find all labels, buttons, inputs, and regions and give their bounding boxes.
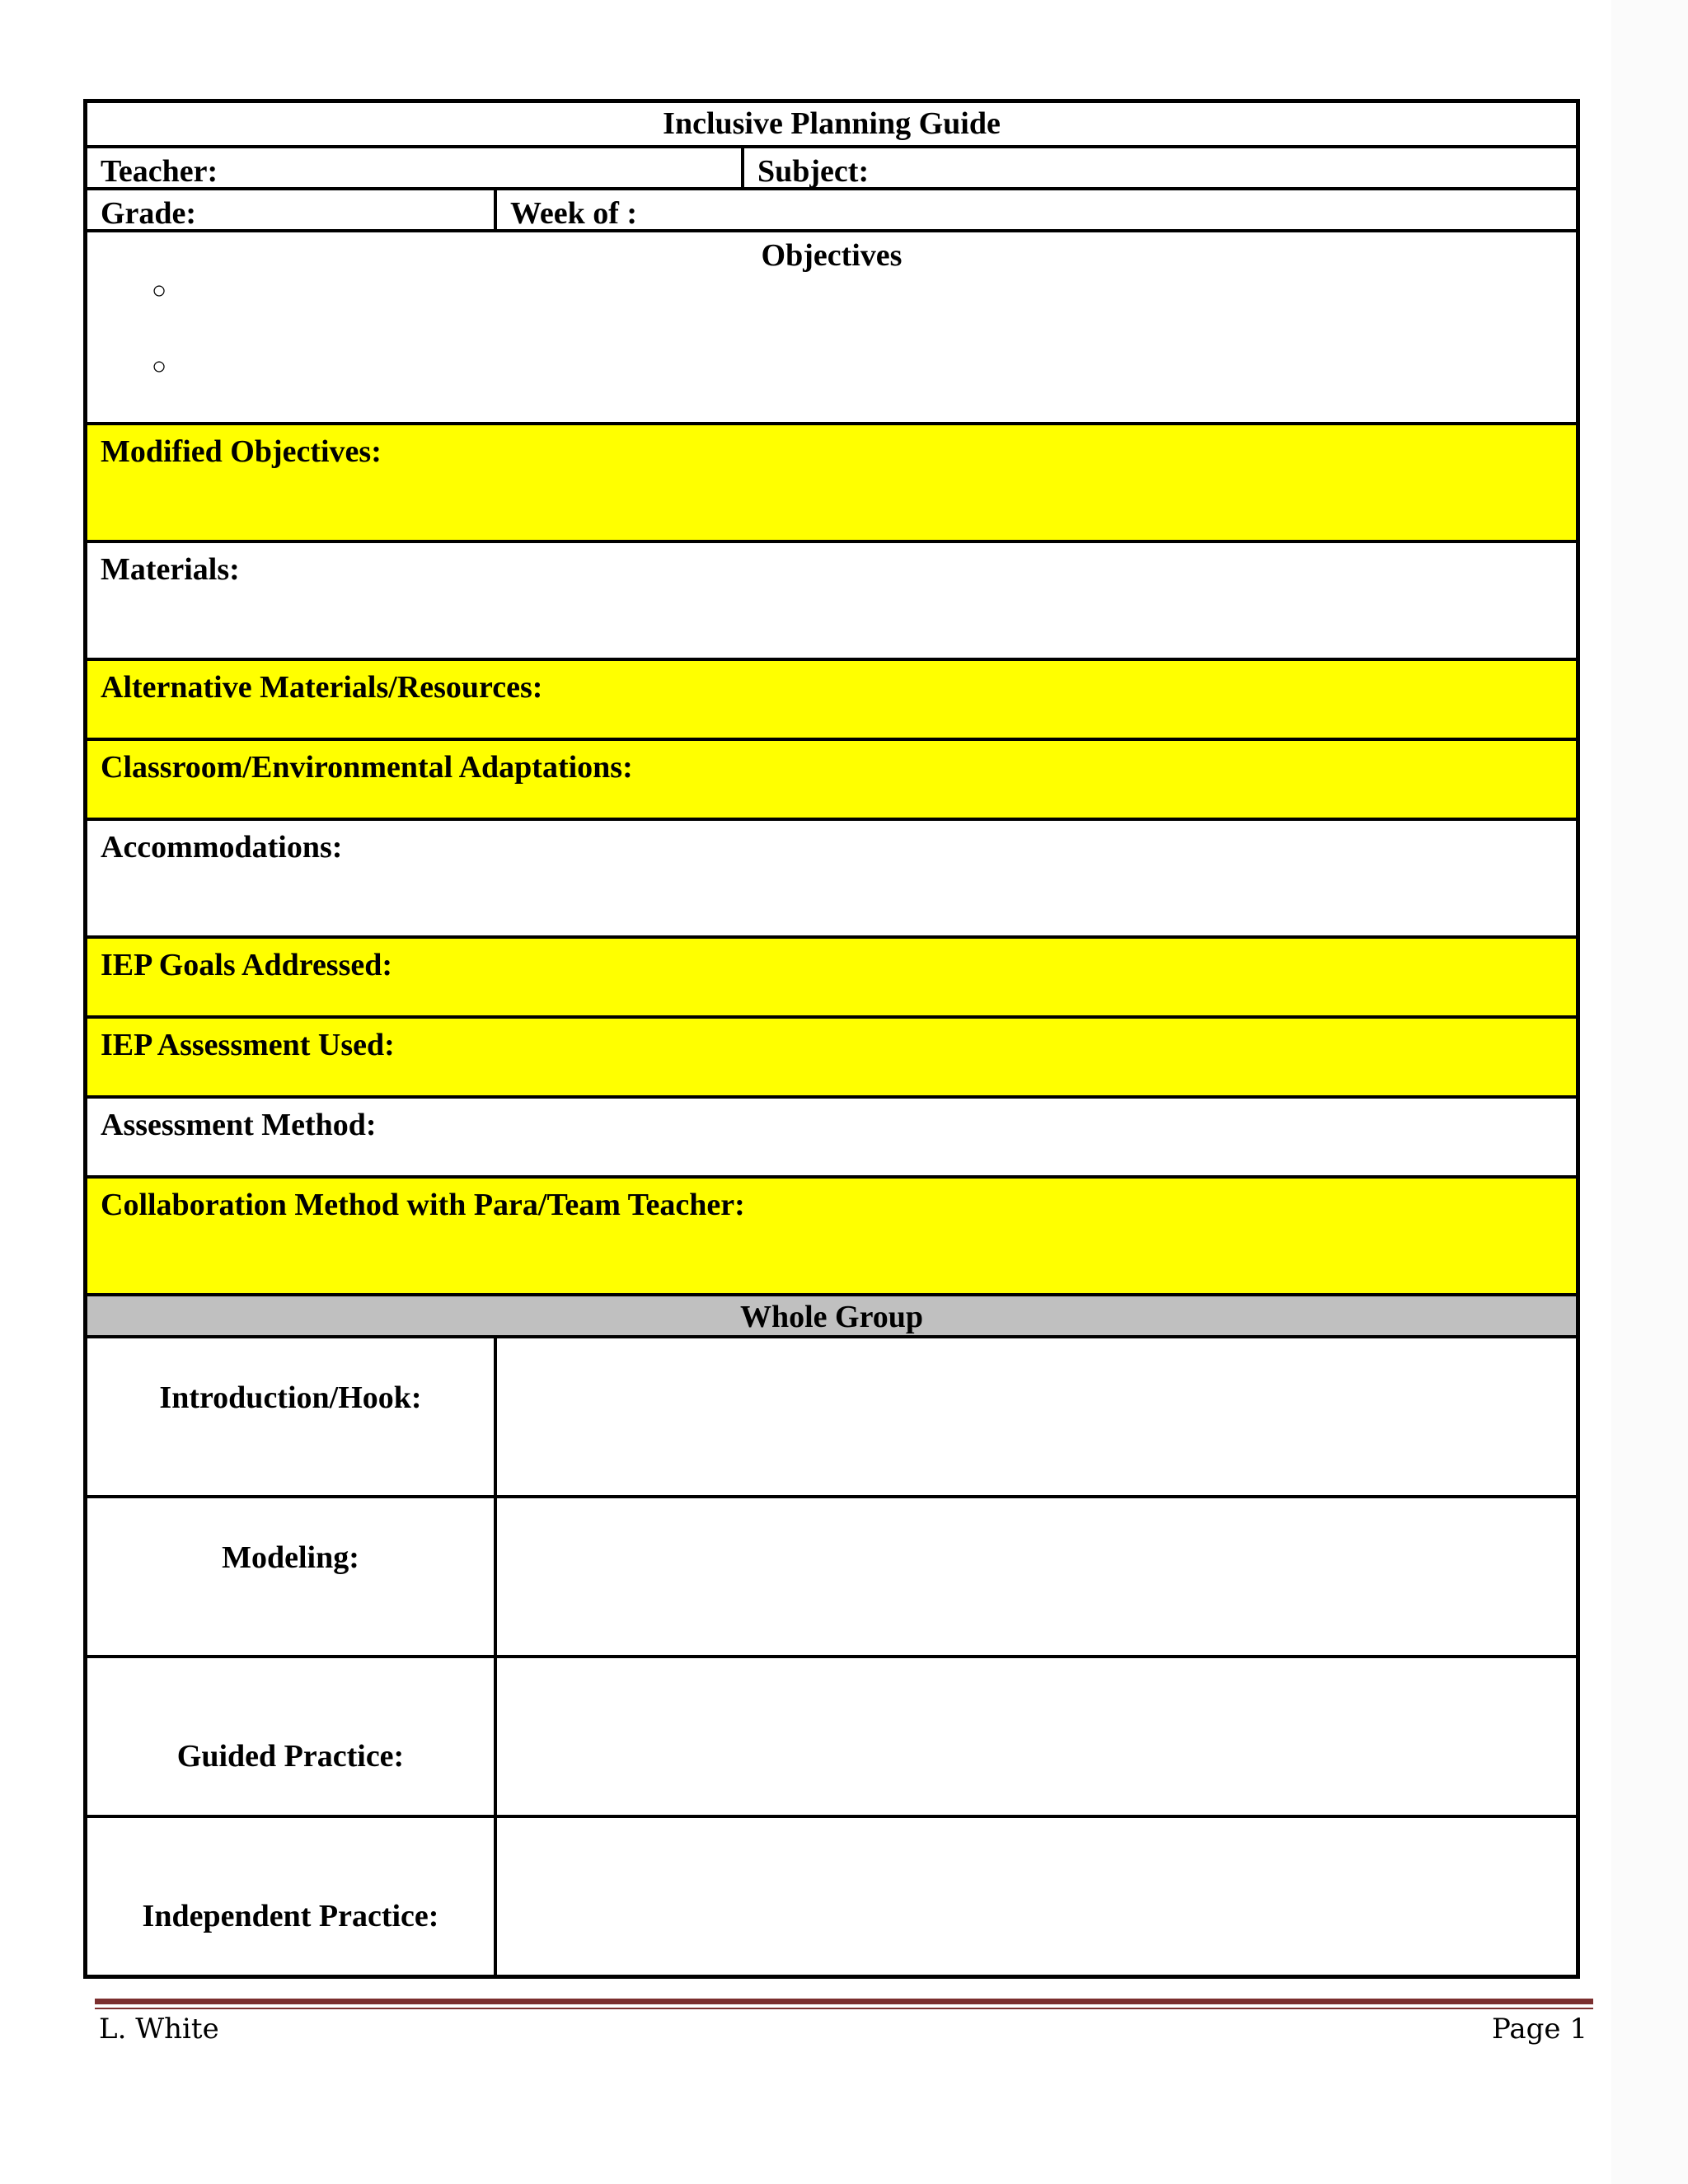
teacher-subject-row — [87, 145, 1576, 187]
iep-assessment-label: IEP Assessment Used: — [101, 1028, 395, 1062]
teacher-field[interactable] — [87, 148, 744, 187]
collaboration-label: Collaboration Method with Para/Team Teacher: — [101, 1188, 745, 1222]
modified-objectives-field[interactable] — [87, 422, 1576, 540]
modeling-label: Modeling: — [87, 1498, 497, 1655]
iep-goals-label: IEP Goals Addressed: — [101, 948, 393, 982]
intro-hook-row — [87, 1335, 1576, 1495]
footer-page-number: Page 1 — [1492, 2013, 1587, 2046]
iep-assessment-field[interactable] — [87, 1015, 1576, 1095]
subject-label: Subject: — [757, 154, 870, 189]
whole-group-heading: Whole Group — [87, 1293, 1576, 1335]
intro-hook-label: Introduction/Hook: — [87, 1338, 497, 1495]
guided-practice-label: Guided Practice: — [87, 1658, 497, 1815]
collaboration-field[interactable] — [87, 1175, 1576, 1293]
classroom-adaptations-label: Classroom/Environmental Adaptations: — [101, 750, 633, 785]
week-label: Week of : — [510, 196, 638, 231]
footer-rule-thick — [95, 1999, 1593, 2004]
modeling-field[interactable] — [497, 1498, 1576, 1655]
page-edge-shade — [1611, 0, 1688, 2184]
materials-field[interactable] — [87, 540, 1576, 658]
grade-field[interactable] — [87, 190, 497, 229]
guided-practice-row — [87, 1655, 1576, 1815]
classroom-adaptations-field[interactable] — [87, 738, 1576, 818]
footer-author: L. White — [99, 2013, 219, 2046]
grade-label: Grade: — [101, 196, 197, 231]
modified-objectives-label: Modified Objectives: — [101, 434, 382, 469]
form-title: Inclusive Planning Guide — [663, 106, 1001, 141]
independent-practice-label: Independent Practice: — [87, 1818, 497, 1975]
independent-practice-field[interactable] — [497, 1818, 1576, 1975]
planning-guide-form — [83, 99, 1580, 1979]
teacher-label: Teacher: — [101, 154, 218, 189]
assessment-method-label: Assessment Method: — [101, 1108, 377, 1142]
grade-week-row — [87, 187, 1576, 229]
footer-rule-thin — [95, 2008, 1593, 2009]
alt-materials-label: Alternative Materials/Resources: — [101, 670, 543, 705]
objectives-section[interactable] — [87, 229, 1576, 422]
materials-label: Materials: — [101, 552, 240, 587]
independent-practice-row — [87, 1815, 1576, 1975]
iep-goals-field[interactable] — [87, 935, 1576, 1015]
accommodations-field[interactable] — [87, 818, 1576, 935]
week-field[interactable] — [497, 190, 1576, 229]
modeling-row — [87, 1495, 1576, 1655]
objective-bullet-2: ○ — [152, 353, 167, 380]
subject-field[interactable] — [744, 148, 1576, 187]
accommodations-label: Accommodations: — [101, 830, 343, 865]
assessment-method-field[interactable] — [87, 1095, 1576, 1175]
alt-materials-field[interactable] — [87, 658, 1576, 738]
intro-hook-field[interactable] — [497, 1338, 1576, 1495]
guided-practice-field[interactable] — [497, 1658, 1576, 1815]
objectives-heading: Objectives — [761, 238, 903, 273]
objective-bullet-1: ○ — [152, 277, 167, 304]
